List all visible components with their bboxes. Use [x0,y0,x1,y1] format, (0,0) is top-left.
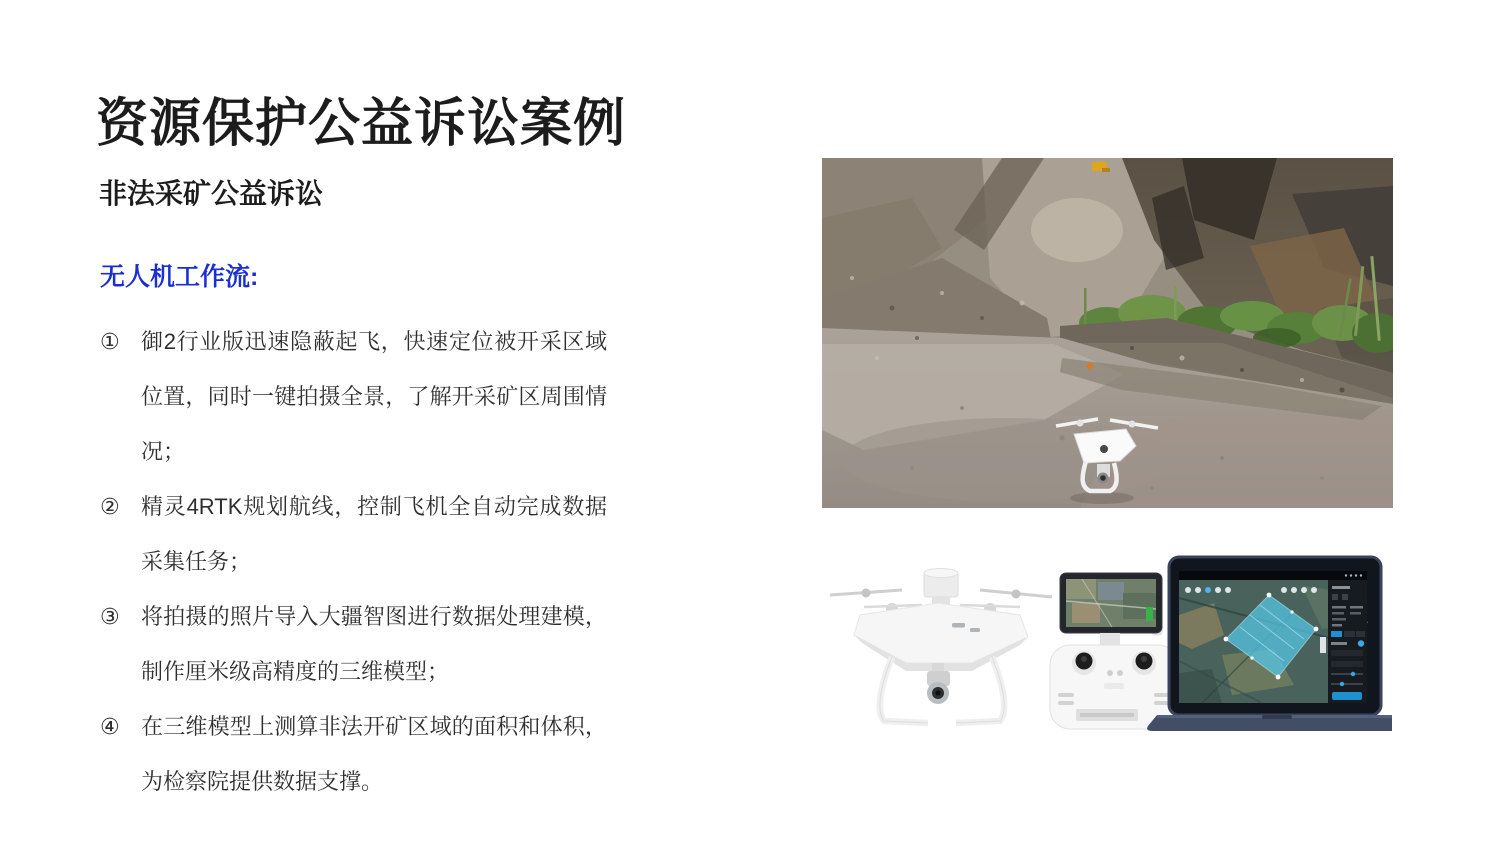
remote-controller [1050,573,1178,729]
quarry-site-photo [822,158,1393,508]
workflow-heading: 无人机工作流: [100,263,259,291]
controller-screen [1060,573,1162,633]
item-number-1: ① [100,329,120,354]
quarry-photo-graphic [822,158,1393,508]
slide-subtitle: 非法采矿公益诉讼 [99,178,324,209]
slide-title: 资源保护公益诉讼案例 [96,95,627,153]
item-text-3: 将拍摄的照片导入大疆智图进行数据处理建模，制作厘米级高精度的三维模型； [141,604,607,684]
workflow-item-4 [100,699,630,809]
map-tag [1320,637,1326,653]
equipment-photo [822,553,1392,745]
item-text-4: 在三维模型上测算非法开矿区域的面积和体积，为检察院提供数据支撑。 [141,714,607,794]
item-text-1: 御2行业版迅速隐蔽起飞，快速定位被开采区域位置，同时一键拍摄全景，了解开采矿区周围情况； [141,329,607,464]
orange-debris-speck [1087,363,1093,369]
workflow-item-2 [100,479,630,589]
workflow-list [100,314,630,809]
equipment-graphic [822,553,1392,745]
item-number-3: ③ [100,604,120,629]
laptop [1147,557,1392,731]
workflow-item-3 [100,589,630,699]
item-number-2: ② [100,494,120,519]
item-text-2: 精灵4RTK规划航线，控制飞机全自动完成数据采集任务； [141,494,607,574]
software-sidebar [1328,580,1367,703]
item-number-4: ④ [100,714,120,739]
workflow-item-1 [100,314,630,479]
